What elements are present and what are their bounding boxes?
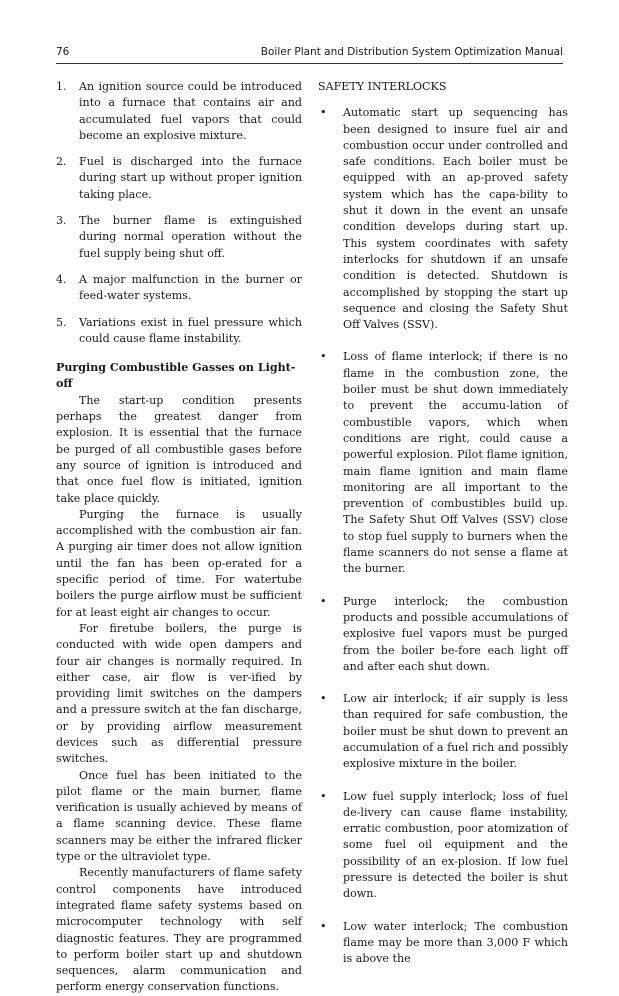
bullet-icon: • (320, 692, 327, 706)
left-column (56, 79, 302, 996)
body-paragraph: Once fuel has been initiated to the pilot flame or the main burner, flame verification is usually achieved by means of a flame scanning device. These flame scanners may be either the infrared flicker type or the ultraviolet type. (56, 768, 302, 864)
bullet-text: Automatic start up sequencing has been designed to insure fuel air and combustion occur under controlled and safe conditions. Each boiler must be equipped with an ap-proved safety system which has the capa-bility to shut it down in the event an unsafe condition develops during start up. This system coordinates with safety interlocks for shutdown if an unsafe condition is detected. Shutdown is accomplished by stopping the start up sequence and closing the Safety Shut Off Valves (SSV). (343, 106, 568, 332)
item-text: A major malfunction in the burner or feed-water systems. (79, 272, 302, 303)
bullet-icon: • (320, 350, 327, 364)
bullet-text: Low fuel supply interlock; loss of fuel de-livery can cause flame instability, erratic combustion, poor atomization of some fuel oil equipment and the possibility of an ex-plosion. If low fuel pressure is detected the boiler is shut down. (343, 789, 568, 901)
header-rule (56, 63, 563, 64)
item-number: 3. (56, 214, 67, 228)
numbered-item (56, 272, 302, 305)
bullet-item (318, 789, 568, 903)
bullet-item (318, 105, 568, 333)
bullet-icon: • (320, 789, 327, 803)
bullet-item (318, 919, 568, 968)
body-paragraph: The start-up condition presents perhaps the greatest danger from explosion. It is essential that the furnace be purged of all combustible gases before any source of ignition is introduced and that once fuel flow is initiated, ignition take place quickly. (56, 393, 302, 505)
page-header (56, 46, 563, 62)
bullet-icon: • (320, 106, 327, 120)
bullet-icon: • (320, 594, 327, 608)
numbered-item (56, 213, 302, 262)
item-number: 4. (56, 272, 67, 286)
item-number: 1. (56, 80, 67, 93)
body-paragraph: Recently manufacturers of flame safety control components have introduced integrated flame safety systems based on microcomputer technology with self diagnostic features. They are programmed to perform boiler start up and shutdown sequences, alarm communication and perform energy conservation functions. (56, 866, 302, 994)
item-text: Fuel is discharged into the furnace during start up without proper ignition taking place. (79, 155, 302, 201)
page-number: 76 (56, 46, 70, 58)
bullet-item (318, 594, 568, 675)
bullet-text: Loss of flame interlock; if there is no flame in the combustion zone, the boiler must be shut down immediately to prevent the accumu-lation of combustible vapors, which when conditions are right, could cause a powerful explosion. Pilot flame ignition, main flame ignition and main flame monitoring are all important to the prevention of combustibles build up. The Safety Shut Off Valves (SSV) close to stop fuel supply to burners when the flame scanners do not sense a flame at the burner. (343, 350, 568, 576)
item-text: Variations exist in fuel pressure which could cause flame instability. (79, 315, 302, 345)
bullet-icon: • (320, 919, 327, 933)
body-paragraph: For firetube boilers, the purge is conducted with wide open dampers and four air changes is normally required. In either case, air flow is ver-ified by providing limit switches on the dampers and a pressure switch at the fan discharge, or by providing airflow measurement devices such as differential pressure switches. (56, 621, 302, 766)
right-column (318, 79, 568, 968)
section-subheading: Purging Combustible Gasses on Light-off (56, 361, 296, 391)
section-heading: SAFETY INTERLOCKS (318, 80, 447, 93)
body-paragraph: Purging the furnace is usually accomplished with the combustion air fan. A purging air timer does not allow ignition until the fan has been op-erated for a specific period of time. For watertube boilers the purge airflow must be sufficient for at least eight air changes to occur. (56, 507, 302, 619)
item-text: An ignition source could be introduced into a furnace that contains air and accumulated fuel vapors that could become an explosive mixture. (79, 80, 302, 142)
item-text: The burner flame is extinguished during normal operation without the fuel supply being shut off. (79, 214, 302, 260)
running-title: Boiler Plant and Distribution System Optimization Manual (260, 46, 563, 58)
bullet-text: Purge interlock; the combustion products and possible accumulations of explosive fuel vapors must be purged from the boiler be-fore each light off and after each shut down. (343, 594, 568, 673)
numbered-item (56, 315, 302, 348)
bullet-item (318, 349, 568, 577)
bullet-text: Low water interlock; The combustion flame may be more than 3,000 F which is above the (343, 919, 568, 966)
bullet-item (318, 691, 568, 772)
numbered-item (56, 79, 302, 144)
item-number: 5. (56, 315, 67, 329)
item-number: 2. (56, 155, 67, 169)
numbered-item (56, 154, 302, 203)
bullet-text: Low air interlock; if air supply is less than required for safe combustion, the boiler must be shut down to prevent an accumulation of a fuel rich and possibly explosive mixture in the boiler. (343, 692, 568, 771)
